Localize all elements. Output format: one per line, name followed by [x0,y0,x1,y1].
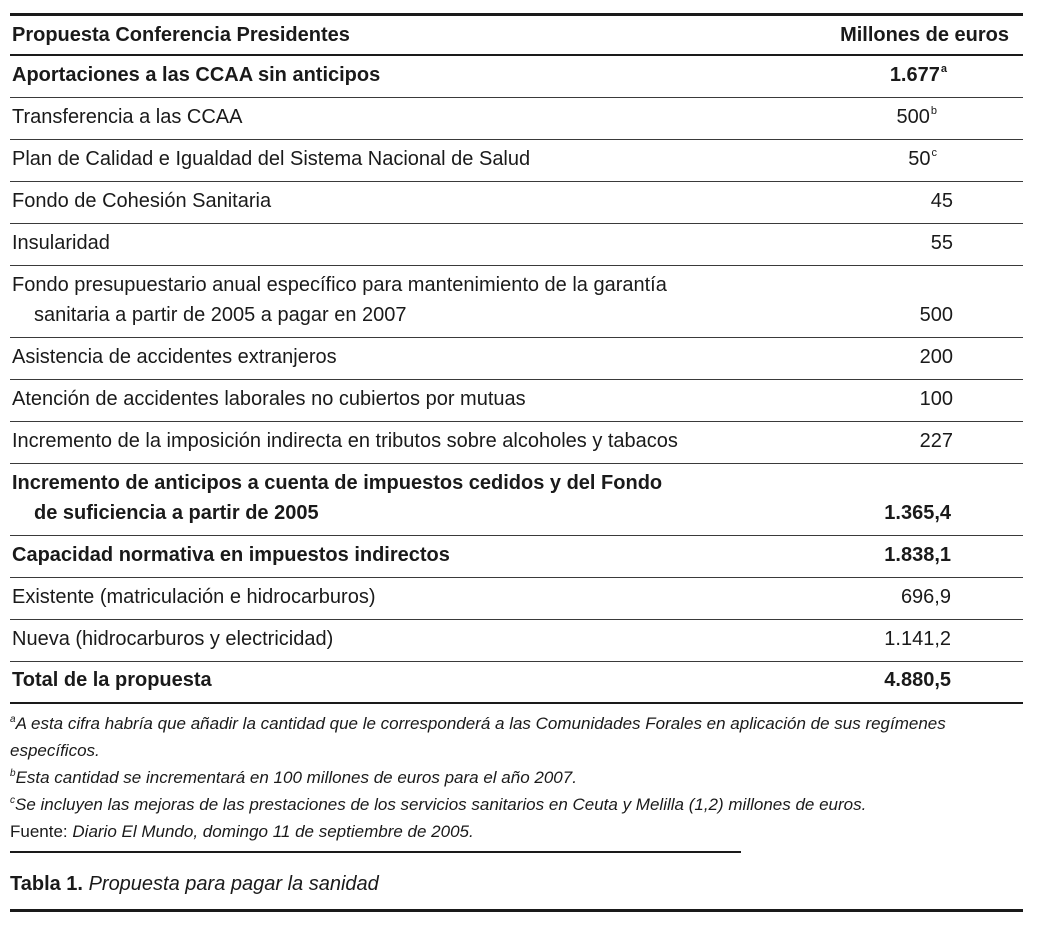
table-row [10,182,1023,224]
table-row [10,56,1023,98]
row-value: 200 [919,346,953,368]
footnotes [10,710,1023,845]
row-value: 1.365,4 [884,502,951,524]
row-label: Asistencia de accidentes extranjeros [12,346,337,368]
row-label: Transferencia a las CCAA [12,106,243,128]
footnote-a: $^a$A esta cifra habría que añadir la cantidad que le corresponderá a las Comunidades Forales en aplicación de sus regímenes específicos. [10,714,946,760]
table-row [10,464,1023,536]
header-value-label: Millones de euros [840,23,1009,46]
table-row [10,224,1023,266]
table-row [10,140,1023,182]
row-value: 227 [919,430,953,452]
row-label: Fondo presupuestario anual específico para mantenimiento de la garantía sanitaria a partir de 2005 a pagar en 2007 [12,274,667,326]
table-row [10,422,1023,464]
row-label: Incremento de anticipos a cuenta de impuestos cedidos y del Fondo de suficiencia a partir de 2005 [12,472,663,524]
footnote-c: $^c$Se incluyen las mejoras de las prestaciones de los servicios sanitarios en Ceuta y Melilla (1,2) millones de euros. [10,795,867,814]
row-label: Incremento de la imposición indirecta en tributos sobre alcoholes y tabacos [12,430,678,452]
row-value: 50$^c$ [908,147,937,170]
row-label: Insularidad [12,232,110,254]
table-row [10,98,1023,140]
row-value: 55 [930,232,953,254]
row-label: Atención de accidentes laborales no cubiertos por mutuas [12,388,526,410]
row-value: 1.141,2 [884,628,951,650]
row-label: Existente (matriculación e hidrocarburos) [12,586,376,608]
row-value: 1.838,1 [884,544,951,566]
row-value: 500 [919,304,953,326]
row-value: 500$^b$ [896,105,937,128]
table-row [10,266,1023,338]
row-value: 100 [919,388,953,410]
table-row [10,380,1023,422]
row-label: Plan de Calidad e Igualdad del Sistema Nacional de Salud [12,148,531,170]
bottom-rule [10,909,1023,912]
row-label: Capacidad normativa en impuestos indirectos [12,544,450,566]
footnote-mark: a [940,63,947,75]
row-value: 696,9 [900,586,951,608]
document-page [10,13,1023,895]
table-row [10,338,1023,380]
table-row [10,536,1023,578]
row-label: Total de la propuesta [12,669,212,691]
table-header [10,16,1023,56]
row-label: Nueva (hidrocarburos y electricidad) [12,628,334,650]
row-value: 1.677$^a$ [889,63,947,86]
table-row [10,620,1023,662]
table-row [10,662,1023,704]
row-value: 45 [930,190,953,212]
table-row [10,578,1023,620]
footnote-mark: c [931,147,937,159]
caption-text: Propuesta para pagar la sanidad [88,873,379,895]
caption-label: Tabla 1. [10,873,83,895]
footnote-b: $^b$Esta cantidad se incrementará en 100 millones de euros para el año 2007. [10,768,577,787]
caption-rule [10,851,741,853]
source-note: Fuente: Diario El Mundo, domingo 11 de septiembre de 2005. [10,822,474,841]
table-caption [10,873,379,896]
header-label: Propuesta Conferencia Presidentes [12,23,350,46]
row-value: 4.880,5 [884,669,951,691]
row-label: Aportaciones a las CCAA sin anticipos [12,64,381,86]
row-label: Fondo de Cohesión Sanitaria [12,190,272,212]
footnote-mark: b [930,105,937,117]
